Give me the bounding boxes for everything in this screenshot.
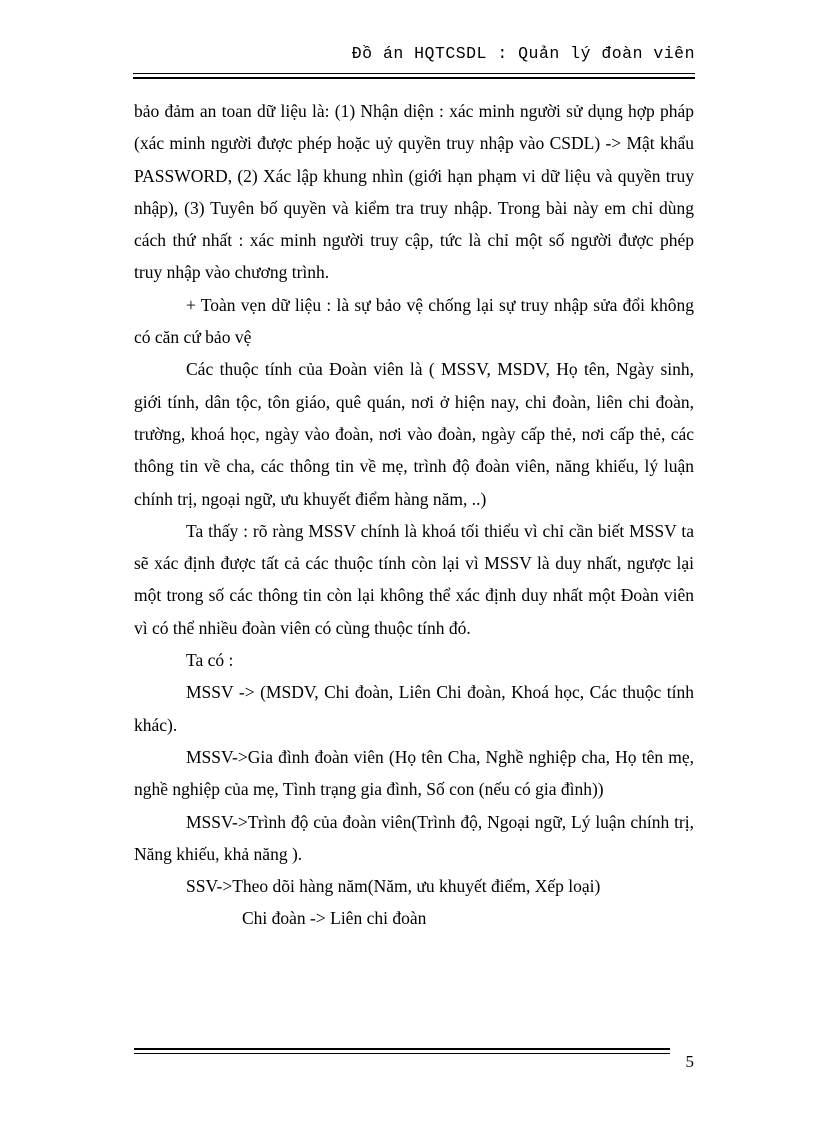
dependency-family: MSSV->Gia đình đoàn viên (Họ tên Cha, Nghề nghiệp cha, Họ tên mẹ, nghề nghiệp của mẹ, Tình trạng gia đình, Số con (nếu có gia đình)) bbox=[134, 746, 694, 800]
dependency-chi-doan: Chi đoàn -> Liên chi đoàn bbox=[242, 908, 427, 929]
dependency-level: MSSV->Trình độ của đoàn viên(Trình độ, Ngoại ngữ, Lý luận chính trị, Năng khiếu, khả năng ). bbox=[134, 811, 694, 864]
footer-divider-thick bbox=[134, 1048, 670, 1050]
footer-divider-thin bbox=[134, 1053, 670, 1054]
dependency-yearly: SSV->Theo dõi hàng năm(Năm, ưu khuyết điểm, Xếp loại) bbox=[186, 876, 601, 897]
paragraph-security: bảo đảm an toan dữ liệu là: (1) Nhận diện : xác minh người sử dụng hợp pháp (xác minh người được phép hoặc uỷ quyền truy nhập vào CSDL) -> Mật khẩu PASSWORD, (2) Xác lập khung nhìn (giới hạn phạm vi dữ liệu và quyền truy nhập), (3) Tuyên bố quyền và kiểm tra truy nhập. Trong bài này em chỉ dùng cách thứ nhất : xác minh người truy cập, tức là chỉ một số người được phép truy nhập vào chương trình. bbox=[134, 101, 694, 283]
paragraph-key-analysis: Ta thấy : rõ ràng MSSV chính là khoá tối thiểu vì chỉ cần biết MSSV ta sẽ xác định được tất cả các thuộc tính còn lại vì MSSV là duy nhất, ngược lại một trong số các thông tin còn lại không thể xác định duy nhất một Đoàn viên vì có thể nhiều đoàn viên có cùng thuộc tính đó. bbox=[134, 520, 694, 638]
paragraph-attributes: Các thuộc tính của Đoàn viên là ( MSSV, MSDV, Họ tên, Ngày sinh, giới tính, dân tộc, tôn giáo, quê quán, nơi ở hiện nay, chi đoàn, liên chi đoàn, trường, khoá học, ngày vào đoàn, nơi vào đoàn, ngày cấp thẻ, nơi cấp thẻ, các thông tin về cha, các thông tin về mẹ, trình độ đoàn viên, năng khiếu, lý luận chính trị, ngoại ngữ, ưu khuyết điểm hàng năm, ..) bbox=[134, 359, 694, 509]
dependency-mssv: MSSV -> (MSDV, Chi đoàn, Liên Chi đoàn, Khoá học, Các thuộc tính khác). bbox=[134, 682, 694, 735]
page-header-title: Đồ án HQTCSDL : Quản lý đoàn viên bbox=[351, 44, 695, 63]
header-divider-thick bbox=[133, 77, 695, 79]
page-number: 5 bbox=[685, 1052, 694, 1071]
header-divider-thin bbox=[133, 73, 695, 74]
paragraph-integrity: + Toàn vẹn dữ liệu : là sự bảo vệ chống lại sự truy nhập sửa đổi không có căn cứ bảo vệ bbox=[134, 294, 694, 348]
document-body bbox=[134, 95, 694, 935]
paragraph-ta-co: Ta có : bbox=[186, 650, 234, 671]
